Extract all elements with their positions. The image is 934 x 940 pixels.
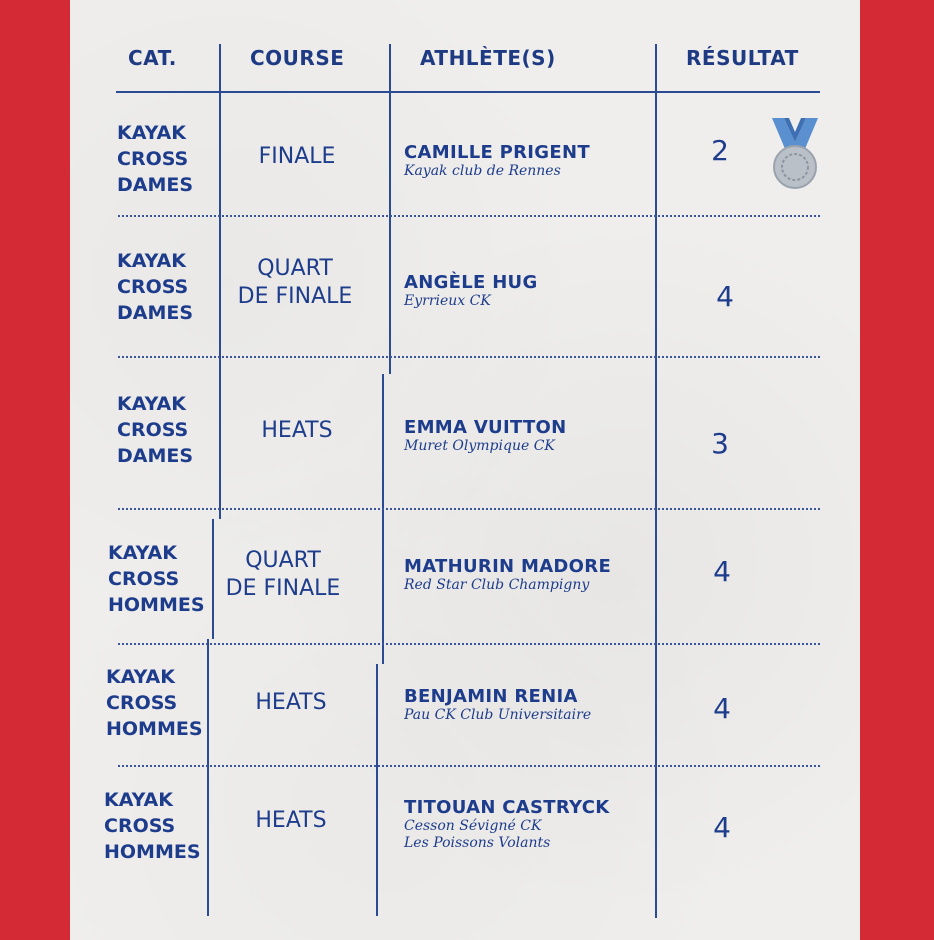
course-cell: QUART DE FINALE <box>225 548 341 601</box>
category-cell: KAYAK CROSS HOMMES <box>108 542 205 616</box>
athlete-club: Kayak club de Rennes <box>404 163 561 179</box>
result-value: 4 <box>716 280 734 313</box>
result-value: 4 <box>713 555 731 588</box>
athlete-club: Eyrrieux CK <box>404 293 491 309</box>
athlete-name: ANGÈLE HUG <box>404 272 538 293</box>
row-divider <box>118 356 820 358</box>
row-divider <box>118 765 820 767</box>
category-cell: KAYAK CROSS DAMES <box>117 393 194 467</box>
category-cell: KAYAK CROSS DAMES <box>117 122 194 196</box>
silver-medal-icon <box>770 116 820 190</box>
result-value: 3 <box>711 427 729 460</box>
athlete-cell <box>404 272 644 310</box>
column-divider-3 <box>655 44 657 918</box>
course-cell: HEATS <box>261 418 333 443</box>
header-course: COURSE <box>250 46 345 70</box>
athlete-cell <box>404 142 644 180</box>
athlete-cell <box>404 556 644 594</box>
athlete-cell <box>404 797 644 852</box>
athlete-club: Les Poissons Volants <box>404 835 551 851</box>
course-cell: QUART DE FINALE <box>237 256 353 309</box>
result-value: 4 <box>713 811 731 844</box>
athlete-name: MATHURIN MADORE <box>404 556 612 577</box>
result-value: 2 <box>711 134 729 167</box>
athlete-name: TITOUAN CASTRYCK <box>404 797 610 818</box>
athlete-cell <box>404 417 644 455</box>
athlete-name: EMMA VUITTON <box>404 417 567 438</box>
row-divider <box>118 215 820 217</box>
athlete-club: Red Star Club Champigny <box>404 577 590 593</box>
athlete-name: BENJAMIN RENIA <box>404 686 578 707</box>
column-divider-2a <box>389 44 391 374</box>
category-cell: KAYAK CROSS HOMMES <box>106 666 203 740</box>
result-value: 4 <box>713 692 731 725</box>
header-result: RÉSULTAT <box>686 46 799 70</box>
header-athletes: ATHLÈTE(S) <box>420 46 556 70</box>
header-divider <box>116 91 820 93</box>
column-divider-2c <box>376 664 378 916</box>
athlete-club: Cesson Sévigné CK <box>404 818 542 834</box>
athlete-cell <box>404 686 644 724</box>
category-cell: KAYAK CROSS HOMMES <box>104 789 201 863</box>
row-divider <box>118 508 820 510</box>
column-divider-2b <box>382 374 384 664</box>
category-cell: KAYAK CROSS DAMES <box>117 250 194 324</box>
athlete-name: CAMILLE PRIGENT <box>404 142 590 163</box>
course-cell: HEATS <box>255 690 327 715</box>
course-cell: FINALE <box>258 144 336 169</box>
course-cell: HEATS <box>255 808 327 833</box>
athlete-club: Pau CK Club Universitaire <box>404 707 592 723</box>
header-cat: CAT. <box>128 46 177 70</box>
row-divider <box>118 643 820 645</box>
athlete-club: Muret Olympique CK <box>404 438 555 454</box>
